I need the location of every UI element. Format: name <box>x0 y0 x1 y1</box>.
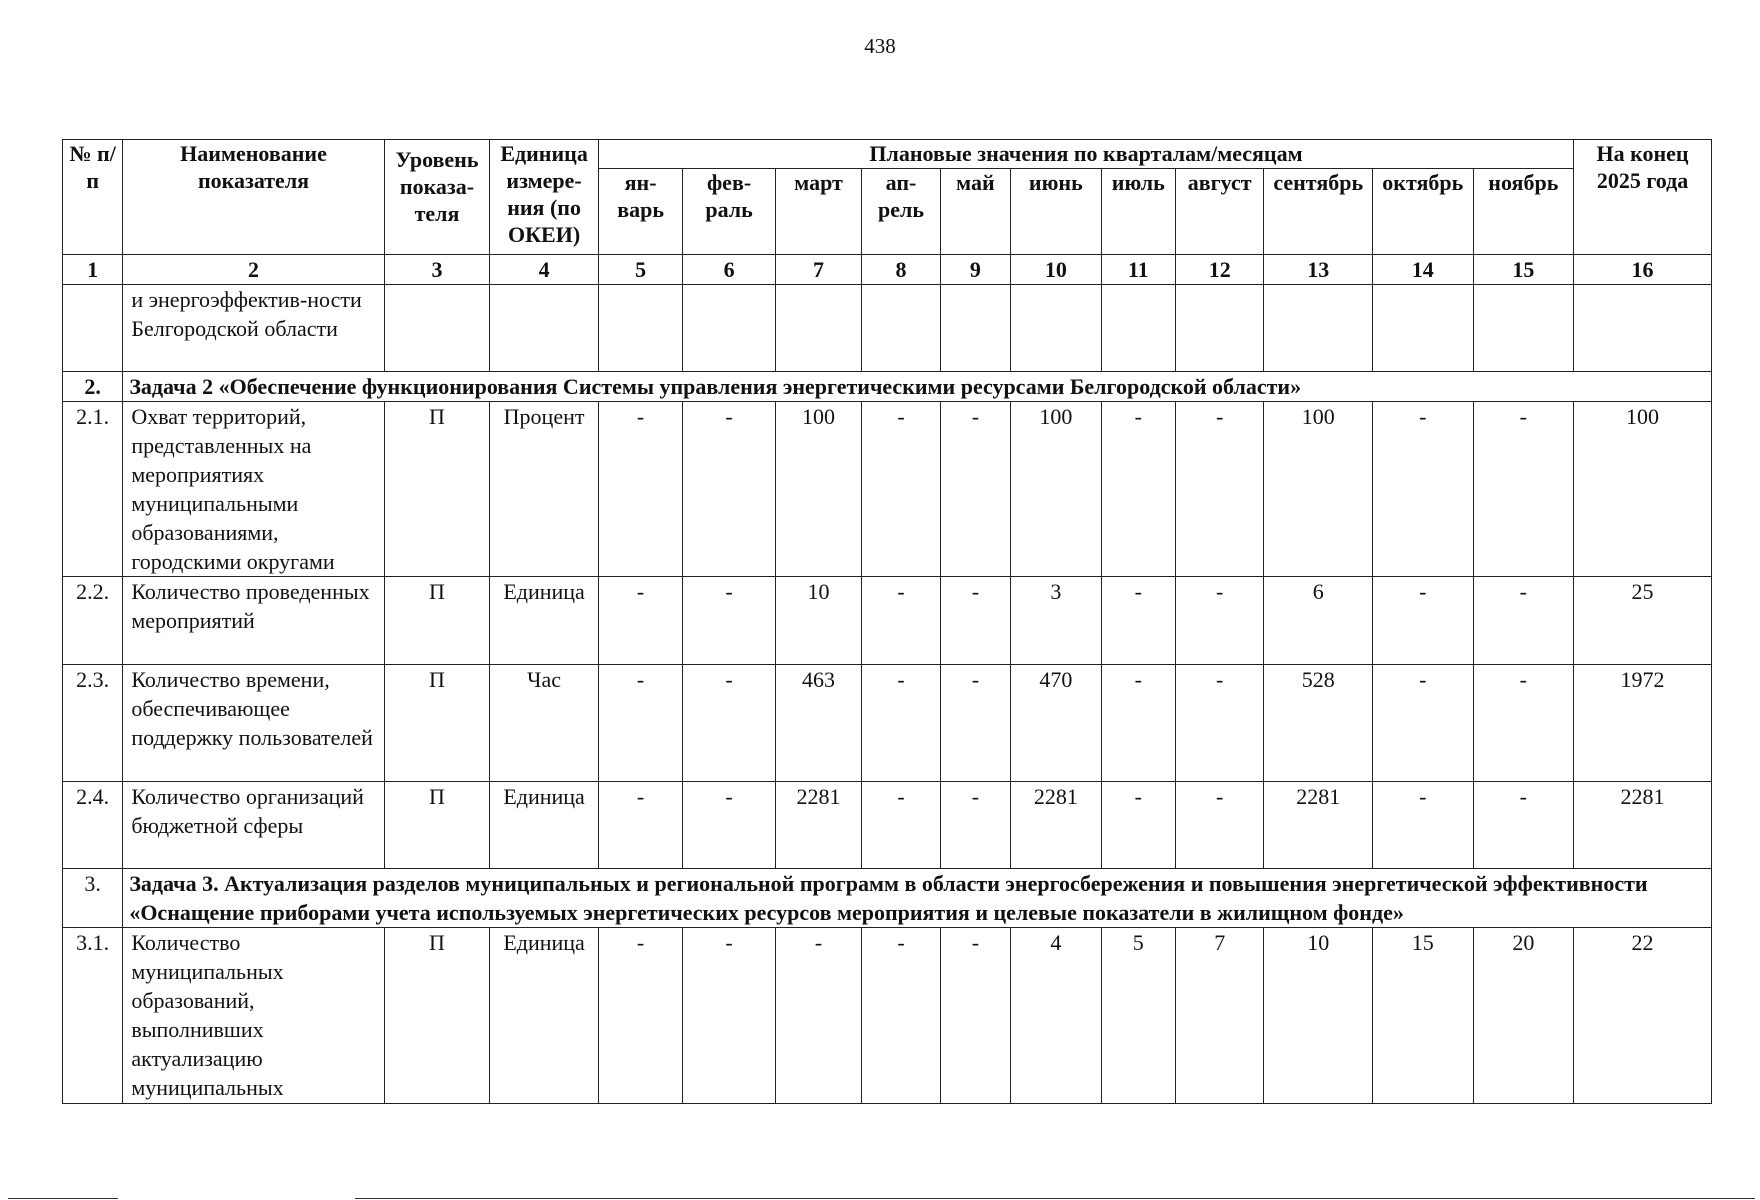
page-number: 438 <box>864 34 896 58</box>
continuation-row <box>63 285 1712 372</box>
plan-value: - <box>1101 665 1175 782</box>
task-row <box>63 869 1712 928</box>
table-row <box>63 665 1712 782</box>
column-number: 1 <box>63 255 123 285</box>
plan-value: - <box>1373 402 1474 577</box>
column-number: 7 <box>775 255 861 285</box>
plan-value: 3 <box>1011 577 1101 665</box>
plan-value: 470 <box>1011 665 1101 782</box>
header-month: ноябрь <box>1473 169 1574 255</box>
plan-value: - <box>862 928 940 1104</box>
column-number-row <box>63 255 1712 285</box>
indicator-level: П <box>384 665 490 782</box>
plan-value: - <box>862 402 940 577</box>
plan-value: - <box>1373 782 1474 869</box>
plan-value: - <box>683 782 776 869</box>
row-number: 2.4. <box>63 782 123 869</box>
year-end-value: 1972 <box>1574 665 1712 782</box>
header-month: сентябрь <box>1264 169 1373 255</box>
plan-value: - <box>940 402 1010 577</box>
column-number: 12 <box>1175 255 1263 285</box>
plan-value: - <box>940 928 1010 1104</box>
plan-value: 528 <box>1264 665 1373 782</box>
plan-value: - <box>1473 402 1574 577</box>
year-end-value: 25 <box>1574 577 1712 665</box>
plan-value: 15 <box>1373 928 1474 1104</box>
plan-value: - <box>1175 665 1263 782</box>
plan-value: - <box>1175 782 1263 869</box>
plan-value: - <box>598 782 682 869</box>
plan-value: 4 <box>1011 928 1101 1104</box>
task-number: 2. <box>63 372 123 402</box>
column-number: 15 <box>1473 255 1574 285</box>
plan-value: - <box>1101 782 1175 869</box>
plan-value: 10 <box>775 577 861 665</box>
plan-value: 2281 <box>1264 782 1373 869</box>
column-number: 3 <box>384 255 490 285</box>
table-row <box>63 782 1712 869</box>
header-month: фев-раль <box>683 169 776 255</box>
header-level: Уровень показа-теля <box>384 140 490 255</box>
column-number: 11 <box>1101 255 1175 285</box>
row-number: 2.3. <box>63 665 123 782</box>
unit: Единица <box>490 928 599 1104</box>
unit: Единица <box>490 577 599 665</box>
plan-value: - <box>683 402 776 577</box>
header-num: № п/п <box>63 140 123 255</box>
task-title: Задача 2 «Обеспечение функционирования Системы управления энергетическими ресурсами Белгородской области» <box>123 372 1712 402</box>
year-end-value: 2281 <box>1574 782 1712 869</box>
plan-value: 100 <box>1011 402 1101 577</box>
year-end-value: 22 <box>1574 928 1712 1104</box>
plan-value: - <box>683 928 776 1104</box>
column-number: 5 <box>598 255 682 285</box>
plan-value: 10 <box>1264 928 1373 1104</box>
plan-value: 2281 <box>1011 782 1101 869</box>
continuation-text: и энергоэффектив-ности Белгородской области <box>123 285 384 372</box>
header-end-of-year: На конец 2025 года <box>1574 140 1712 255</box>
indicator-level: П <box>384 928 490 1104</box>
indicator-name: Количество организаций бюджетной сферы <box>123 782 384 869</box>
row-number: 2.1. <box>63 402 123 577</box>
plan-value: - <box>1373 577 1474 665</box>
plan-value: - <box>598 577 682 665</box>
row-number: 2.2. <box>63 577 123 665</box>
year-end-value: 100 <box>1574 402 1712 577</box>
plan-value: - <box>1473 782 1574 869</box>
bottom-rule-right <box>355 1198 1755 1199</box>
plan-value: - <box>775 928 861 1104</box>
unit: Процент <box>490 402 599 577</box>
header-name: Наименование показателя <box>123 140 384 255</box>
task-number: 3. <box>63 869 123 928</box>
unit: Час <box>490 665 599 782</box>
task-row <box>63 372 1712 402</box>
plan-value: 463 <box>775 665 861 782</box>
plan-value: - <box>598 402 682 577</box>
bottom-rule-left <box>8 1198 118 1199</box>
header-month: ап-рель <box>862 169 940 255</box>
plan-value: 7 <box>1175 928 1263 1104</box>
plan-value: - <box>598 928 682 1104</box>
plan-value: - <box>1473 665 1574 782</box>
header-month: август <box>1175 169 1263 255</box>
plan-value: - <box>1101 402 1175 577</box>
plan-value: 6 <box>1264 577 1373 665</box>
plan-value: - <box>598 665 682 782</box>
indicator-level: П <box>384 782 490 869</box>
column-number: 13 <box>1264 255 1373 285</box>
plan-value: - <box>940 782 1010 869</box>
row-number: 3.1. <box>63 928 123 1104</box>
plan-value: 5 <box>1101 928 1175 1104</box>
header-month: июль <box>1101 169 1175 255</box>
unit: Единица <box>490 782 599 869</box>
column-number: 8 <box>862 255 940 285</box>
task-title: Задача 3. Актуализация разделов муниципальных и региональной программ в области энергосбережения и повышения энергетической эффективности «Оснащение приборами учета используемых энергетических ресурсов мероприятия и целевые показатели в жилищном фонде» <box>123 869 1712 928</box>
plan-value: - <box>1175 577 1263 665</box>
plan-value: 20 <box>1473 928 1574 1104</box>
plan-value: 100 <box>775 402 861 577</box>
indicator-level: П <box>384 402 490 577</box>
plan-value: - <box>1373 665 1474 782</box>
column-number: 14 <box>1373 255 1474 285</box>
plan-value: - <box>940 665 1010 782</box>
indicator-name: Охват территорий, представленных на мероприятиях муниципальными образованиями, городскими округами <box>123 402 384 577</box>
table-row <box>63 928 1712 1104</box>
plan-value: - <box>683 577 776 665</box>
indicators-table <box>62 139 1712 1104</box>
plan-value: - <box>862 665 940 782</box>
table-row <box>63 402 1712 577</box>
plan-value: - <box>862 782 940 869</box>
plan-value: 2281 <box>775 782 861 869</box>
column-number: 16 <box>1574 255 1712 285</box>
plan-value: - <box>1101 577 1175 665</box>
column-number: 6 <box>683 255 776 285</box>
column-number: 2 <box>123 255 384 285</box>
plan-value: - <box>862 577 940 665</box>
plan-value: - <box>683 665 776 782</box>
column-number: 10 <box>1011 255 1101 285</box>
plan-value: - <box>1175 402 1263 577</box>
header-month: октябрь <box>1373 169 1474 255</box>
header-month: ян-варь <box>598 169 682 255</box>
indicator-name: Количество муниципальных образований, выполнивших актуализацию муниципальных <box>123 928 384 1104</box>
column-number: 4 <box>490 255 599 285</box>
header-month: март <box>775 169 861 255</box>
table-row <box>63 577 1712 665</box>
header-month: июнь <box>1011 169 1101 255</box>
indicator-level: П <box>384 577 490 665</box>
plan-value: - <box>1473 577 1574 665</box>
indicator-name: Количество времени, обеспечивающее поддержку пользователей <box>123 665 384 782</box>
plan-value: - <box>940 577 1010 665</box>
indicator-name: Количество проведенных мероприятий <box>123 577 384 665</box>
header-month: май <box>940 169 1010 255</box>
column-number: 9 <box>940 255 1010 285</box>
header-plan-group: Плановые значения по кварталам/месяцам <box>598 140 1573 169</box>
plan-value: 100 <box>1264 402 1373 577</box>
header-unit: Единица измере-ния (по ОКЕИ) <box>490 140 599 255</box>
